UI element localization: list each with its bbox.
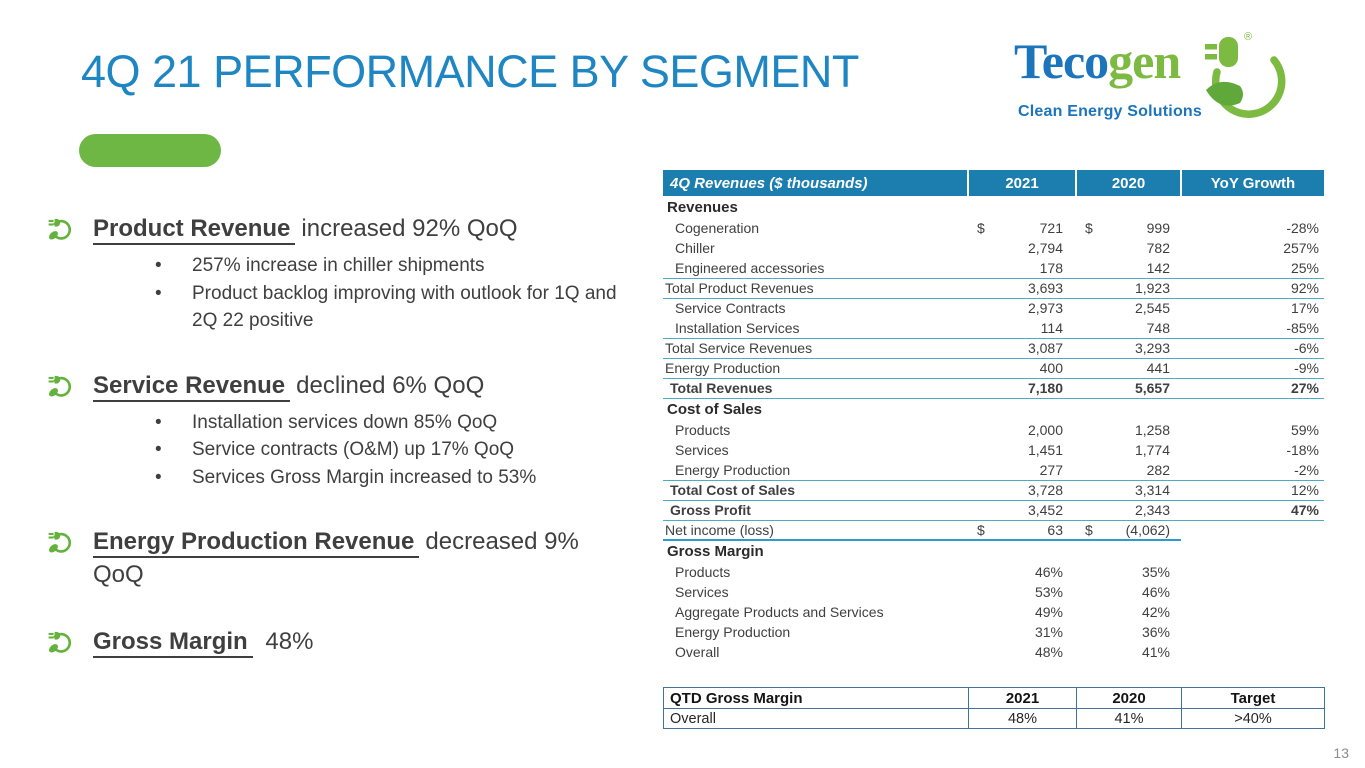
value-2021: 3,728 — [968, 480, 1076, 500]
row-label: Total Product Revenues — [663, 278, 968, 298]
value-2020: 2,343 — [1076, 500, 1181, 520]
sub-bullet-list — [93, 252, 657, 335]
value-2020: 441 — [1076, 358, 1181, 378]
bullet-heading — [93, 369, 598, 402]
yoy-value — [1181, 602, 1324, 622]
row-label: Engineered accessories — [663, 258, 968, 278]
row-label: Energy Production — [663, 460, 968, 480]
yoy-value: 25% — [1181, 258, 1324, 278]
value-2021: 178 — [968, 258, 1076, 278]
column-header-2020: 2020 — [1076, 170, 1181, 196]
row-label: Services — [675, 442, 729, 458]
value-2021: 3,087 — [968, 338, 1076, 358]
table-row — [663, 278, 1324, 298]
yoy-value: 17% — [1290, 300, 1319, 317]
sub-bullet-text: Service contracts (O&M) up 17% QoQ — [192, 439, 515, 460]
row-label: Installation Services — [663, 318, 968, 338]
yoy-value: -2% — [1181, 460, 1324, 480]
table-row — [663, 440, 1324, 460]
yoy-value — [1181, 582, 1324, 602]
sub-bullet-text: Services Gross Margin increased to 53% — [192, 466, 537, 488]
yoy-value — [1181, 622, 1324, 642]
tecogen-logo — [1008, 22, 1318, 132]
yoy-value — [1181, 520, 1324, 540]
table-row — [663, 420, 1324, 440]
revenue-table-body — [663, 196, 1324, 662]
qtd-table-title: QTD Gross Margin — [664, 688, 969, 709]
tecogen-logo-graphic — [1008, 22, 1318, 132]
row-label: Total Cost of Sales — [663, 480, 968, 500]
yoy-value: 47% — [1181, 500, 1324, 520]
row-label: Chiller — [675, 240, 715, 256]
currency-symbol: $ — [1085, 521, 1093, 538]
row-label: Gross Profit — [663, 500, 968, 520]
yoy-value: 257% — [1283, 240, 1319, 256]
row-label: Products — [675, 564, 731, 580]
value-2021: 2,000 — [1027, 422, 1063, 438]
table-row — [663, 338, 1324, 358]
yoy-value: 27% — [1181, 378, 1324, 398]
value-2020: 3,314 — [1076, 480, 1181, 500]
value-2020: 46% — [1141, 584, 1170, 600]
yoy-value: -18% — [1286, 442, 1319, 458]
revenue-table-title: 4Q Revenues ($ thousands) — [663, 170, 968, 196]
bullet-dot: • — [155, 255, 162, 276]
tecogen-leafplug-icon — [47, 629, 73, 655]
qtd-value-target: >40% — [1182, 709, 1325, 729]
value-2021: 46% — [1034, 564, 1063, 580]
table-row — [663, 318, 1324, 338]
revenue-table — [663, 170, 1324, 662]
sub-bullet — [155, 252, 657, 280]
sub-bullet-text: Installation services down 85% QoQ — [192, 411, 498, 433]
table-row — [663, 622, 1324, 642]
section-label: Cost of Sales — [667, 400, 763, 418]
sub-bullet-text: Product backlog improving with outlook for 1Q and 2Q 22 positive — [192, 282, 617, 331]
value-2020: 782 — [1146, 240, 1170, 256]
yoy-value: 12% — [1181, 480, 1324, 500]
row-label: Aggregate Products and Services — [675, 604, 884, 620]
table-row — [663, 642, 1324, 662]
currency-symbol: $ — [1085, 220, 1093, 236]
sub-bullet-list — [93, 409, 657, 492]
value-2021: $ 63 — [968, 520, 1076, 540]
green-pill-accent — [79, 134, 221, 167]
tecogen-leafplug-icon — [47, 373, 73, 399]
row-label: Net income (loss) — [663, 520, 968, 540]
value-2020: 748 — [1076, 318, 1181, 338]
leaf-swoosh-icon — [1206, 60, 1282, 114]
row-label: Energy Production — [663, 358, 968, 378]
table-row — [663, 238, 1324, 258]
value-2020: 41% — [1141, 644, 1170, 660]
bullet-service-revenue — [47, 369, 657, 492]
row-label: Products — [675, 422, 731, 438]
table-row — [663, 378, 1324, 398]
bullet-heading — [93, 212, 598, 245]
qtd-row-label: Overall — [664, 709, 969, 729]
qtd-value-2021: 48% — [969, 709, 1077, 729]
bullet-list — [47, 212, 657, 692]
value-2020: 5,657 — [1076, 378, 1181, 398]
qtd-table-body — [664, 709, 1325, 729]
value-2020: 3,293 — [1076, 338, 1181, 358]
sub-bullet — [155, 409, 657, 437]
yoy-value — [1181, 562, 1324, 582]
column-header-2021: 2021 — [968, 170, 1076, 196]
yoy-value: 92% — [1181, 278, 1324, 298]
bullet-gross-margin — [47, 625, 657, 658]
qtd-column-header-2021: 2021 — [969, 688, 1077, 709]
qtd-column-header-2020: 2020 — [1077, 688, 1182, 709]
value-2021: $ 721 — [977, 220, 1063, 236]
sub-bullet — [155, 436, 657, 464]
value-2020: 1,258 — [1134, 422, 1170, 438]
bullet-product-revenue — [47, 212, 657, 335]
value-2021: 31% — [1034, 624, 1063, 640]
value-2020: 1,774 — [1134, 442, 1170, 458]
sub-bullet — [155, 464, 657, 492]
yoy-value: -6% — [1181, 338, 1324, 358]
bullet-heading — [93, 525, 598, 591]
value-2021: 400 — [968, 358, 1076, 378]
value-2021: 1,451 — [1027, 442, 1063, 458]
section-label: Revenues — [667, 198, 738, 216]
currency-symbol: $ — [977, 220, 985, 236]
qtd-value-2020: 41% — [1077, 709, 1182, 729]
table-row — [663, 520, 1324, 540]
table-row — [663, 562, 1324, 582]
tecogen-leafplug-icon — [47, 529, 73, 555]
bullet-heading-rest: decreased 9% QoQ — [93, 528, 579, 588]
bullet-heading-emphasis: Service Revenue — [93, 372, 290, 402]
qtd-column-header-target: Target — [1182, 688, 1325, 709]
table-row — [664, 709, 1325, 729]
row-label: Cogeneration — [675, 220, 760, 236]
bullet-heading-emphasis: Product Revenue — [93, 215, 295, 245]
table-row — [663, 298, 1324, 318]
table-row — [663, 500, 1324, 520]
bullet-heading-rest: increased 92% QoQ — [301, 215, 518, 242]
tecogen-leafplug-icon — [47, 216, 73, 242]
bullet-heading-emphasis: Gross Margin — [93, 628, 253, 658]
yoy-value: -85% — [1181, 318, 1324, 338]
value-2020: 2,545 — [1134, 300, 1170, 317]
yoy-value: -28% — [1286, 220, 1319, 236]
value-2021: 114 — [968, 318, 1076, 338]
value-2021: 53% — [1034, 584, 1063, 600]
bullet-heading-emphasis: Energy Production Revenue — [93, 528, 419, 558]
page-number: 13 — [1333, 745, 1349, 761]
bullet-dot: • — [155, 439, 162, 460]
value-2020: 142 — [1076, 258, 1181, 278]
currency-symbol: $ — [977, 521, 985, 538]
row-label: Services — [675, 584, 729, 600]
value-2021: 2,794 — [1027, 240, 1063, 256]
section-label: Gross Margin — [667, 543, 764, 560]
value-2020: 36% — [1141, 624, 1170, 640]
value-2021: 48% — [1034, 644, 1063, 660]
value-2020: 282 — [1076, 460, 1181, 480]
value-2021: 49% — [1034, 604, 1063, 620]
table-row — [663, 358, 1324, 378]
logo-tagline: Clean Energy Solutions — [1018, 103, 1202, 120]
value-2021: 3,452 — [968, 500, 1076, 520]
value-2021: 3,693 — [968, 278, 1076, 298]
page-title: 4Q 21 PERFORMANCE BY SEGMENT — [81, 46, 859, 97]
bullet-dot: • — [155, 282, 162, 304]
section-header-row — [663, 540, 1324, 562]
section-header-row — [663, 398, 1324, 420]
row-label: Energy Production — [675, 624, 791, 640]
table-row — [663, 460, 1324, 480]
row-label: Service Contracts — [675, 300, 786, 317]
qtd-table-header-row — [664, 688, 1325, 709]
value-2021: 277 — [968, 460, 1076, 480]
value-2020: $ (4,062) — [1076, 520, 1181, 540]
table-row — [663, 218, 1324, 238]
yoy-value — [1181, 642, 1324, 662]
yoy-value: 59% — [1290, 422, 1319, 438]
bullet-heading-rest: 48% — [258, 628, 314, 655]
bullet-dot: • — [155, 411, 162, 433]
row-label: Total Service Revenues — [663, 338, 968, 358]
yoy-value: -9% — [1181, 358, 1324, 378]
table-row — [663, 258, 1324, 278]
registered-mark: ® — [1244, 31, 1253, 43]
row-label: Overall — [675, 644, 720, 660]
value-2021: 2,973 — [1027, 300, 1063, 317]
sub-bullet-text: 257% increase in chiller shipments — [192, 255, 485, 276]
value-2020: 1,923 — [1076, 278, 1181, 298]
plug-icon — [1205, 37, 1238, 67]
bullet-heading — [93, 625, 598, 658]
value-2020: $ 999 — [1085, 220, 1170, 236]
value-2020: 42% — [1141, 604, 1170, 620]
value-2021: 7,180 — [968, 378, 1076, 398]
section-header-row — [663, 196, 1324, 218]
table-row — [663, 582, 1324, 602]
table-row — [663, 602, 1324, 622]
bullet-heading-rest: declined 6% QoQ — [296, 371, 485, 399]
qtd-gross-margin-table — [663, 687, 1325, 729]
row-label: Total Revenues — [663, 378, 968, 398]
table-row — [663, 480, 1324, 500]
revenue-table-header-row — [663, 170, 1324, 196]
column-header-yoy-growth: YoY Growth — [1181, 170, 1324, 196]
sub-bullet — [155, 280, 657, 335]
bullet-energy-production-revenue — [47, 525, 657, 591]
value-2020: 35% — [1141, 564, 1170, 580]
bullet-dot: • — [155, 466, 162, 488]
brand-wordmark: Tecogen — [1014, 33, 1181, 89]
